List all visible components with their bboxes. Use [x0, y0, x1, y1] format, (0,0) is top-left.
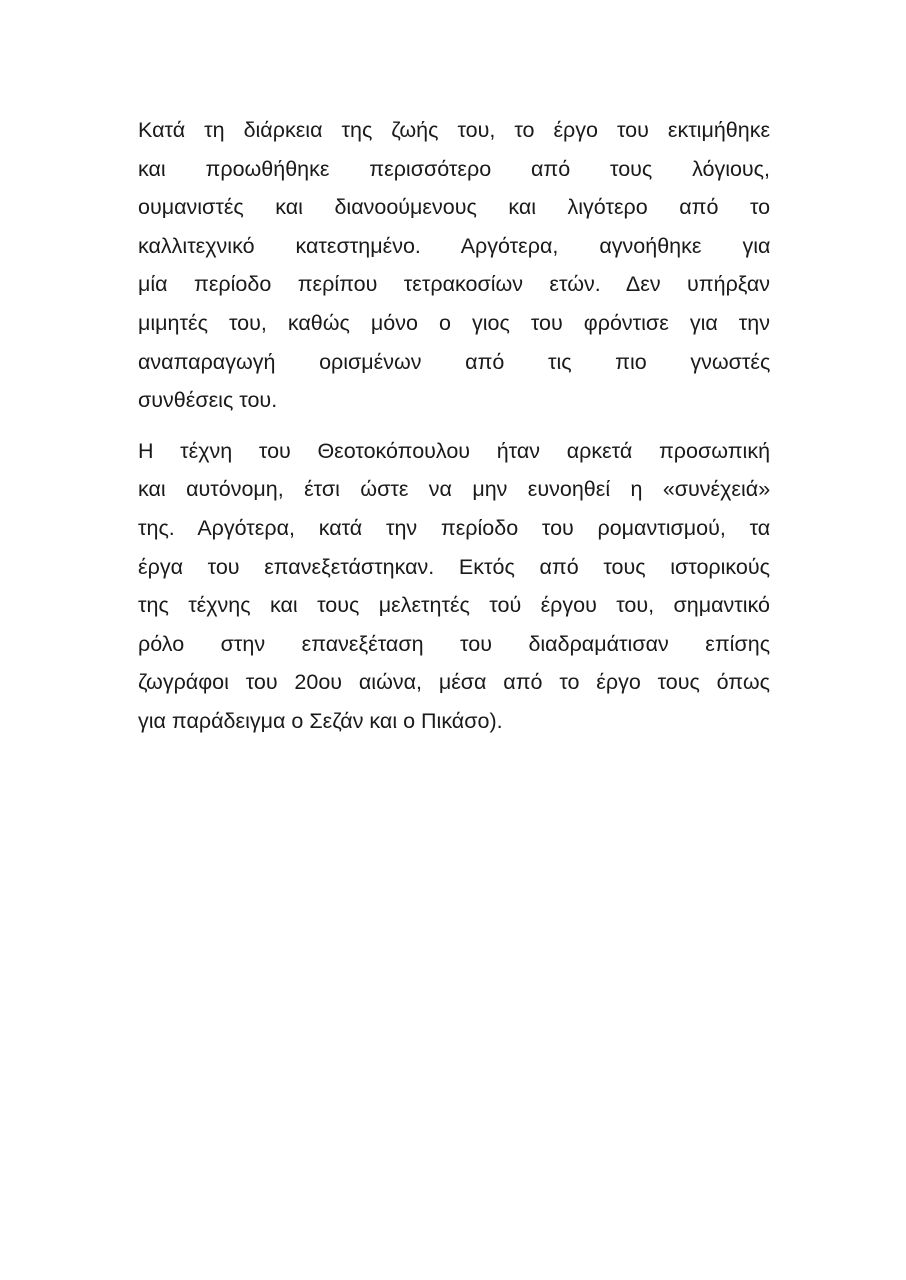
text-line: Κατά τη διάρκεια της ζωής του, το έργο του εκτιμήθηκε: [138, 118, 771, 142]
text-line: ρόλο στην επανεξέταση του διαδραμάτισαν επίσης: [138, 631, 771, 656]
text-line: και αυτόνομη, έτσι ώστε να μην ευνοηθεί η «συνέχειά»: [138, 477, 771, 502]
paragraph-1: [138, 111, 770, 420]
paragraph-2: [138, 432, 770, 741]
text-line: για παράδειγμα ο Σεζάν και ο Πικάσο).: [138, 708, 503, 733]
text-line: ουμανιστές και διανοούμενους και λιγότερο από το: [138, 195, 771, 220]
text-line: της. Αργότερα, κατά την περίοδο του ρομαντισμού, τα: [138, 515, 771, 540]
text-line: μιμητές του, καθώς μόνο ο γιος του φρόντισε για την: [138, 310, 770, 335]
text-line: καλλιτεχνικό κατεστημένο. Αργότερα, αγνοήθηκε για: [138, 233, 771, 258]
text-line: Η τέχνη του Θεοτοκόπουλου ήταν αρκετά προσωπική: [138, 438, 771, 463]
text-line: της τέχνης και τους μελετητές τού έργου του, σημαντικό: [138, 593, 771, 618]
body-text: [138, 111, 770, 753]
text-line: αναπαραγωγή ορισμένων από τις πιο γνωστές: [138, 349, 771, 374]
text-line: συνθέσεις του.: [138, 388, 278, 413]
text-line: έργα του επανεξετάστηκαν. Εκτός από τους ιστορικούς: [138, 554, 770, 579]
text-line: ζωγράφοι του 20ου αιώνα, μέσα από το έργο τους όπως: [138, 670, 770, 695]
text-line: μία περίοδο περίπου τετρακοσίων ετών. Δεν υπήρξαν: [138, 272, 771, 297]
text-line: και προωθήθηκε περισσότερο από τους λόγιους,: [138, 156, 771, 181]
